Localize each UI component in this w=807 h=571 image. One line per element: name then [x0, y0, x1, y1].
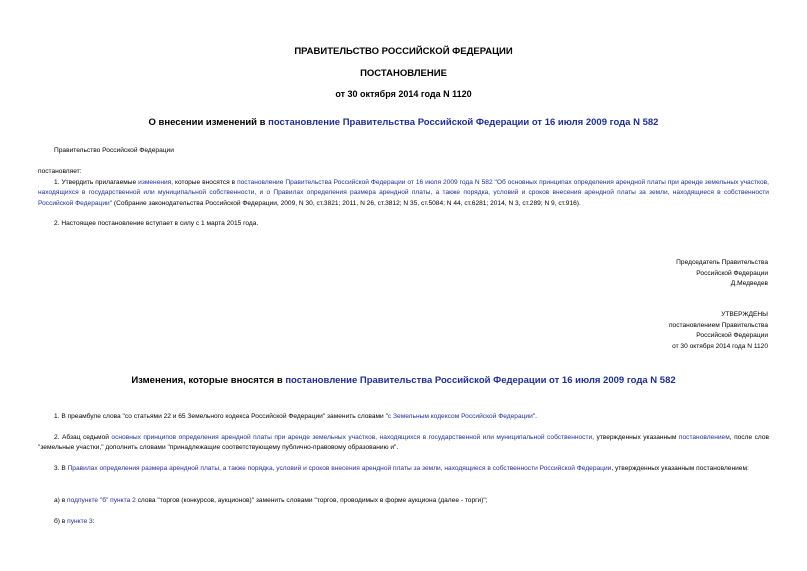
government-heading: ПРАВИТЕЛЬСТВО РОССИЙСКОЙ ФЕДЕРАЦИИ — [294, 46, 513, 57]
p1-link-resolution[interactable]: постановление Правительства Российской Федерации от 16 июля 2009 года N 582 "Об основных принципах определения арендной платы при аренде земельных участков, находящихся в государственной или муниципальной собственности, и о Правилах определения размера арендной платы, а также порядка, условий и сроков внесения арендной платы за земли, находящиеся в собственности Российской Федерации" — [38, 179, 769, 207]
c3a-text-b: слова "торгов (конкурсов, аукционов)" заменить словами "торгов, проводимых в форме аукциона (далее - торги)"; — [135, 497, 488, 504]
signature-line-3: Д.Медведев — [730, 280, 768, 288]
c1-link[interactable]: с Земельным кодексом Российской Федерации — [387, 413, 533, 420]
approved-line-2: постановлением Правительства — [668, 321, 768, 329]
c1-text-a: 1. В преамбуле слова "со статьями 22 и 65 Земельного кодекса Российской Федерации" заменить словами " — [54, 413, 388, 420]
changes-title — [0, 375, 807, 386]
c3b-text-a: б) в — [54, 518, 68, 525]
approved-line-3: Российской Федерации — [696, 332, 768, 340]
resolves-text: постановляет: — [38, 168, 82, 175]
c3a-text-a: а) в — [54, 497, 68, 504]
document-title — [0, 117, 807, 128]
paragraph-1 — [38, 178, 769, 209]
c3b-link[interactable]: пункте 3 — [67, 518, 93, 525]
change-2 — [38, 433, 769, 454]
p1-text-b: , которые вносятся в — [171, 179, 238, 186]
change-1 — [54, 412, 537, 422]
government-name: Правительство Российской Федерации — [54, 147, 174, 154]
document-date: от 30 октября 2014 года N 1120 — [335, 89, 472, 99]
c3-link-rules[interactable]: Правилах определения размера арендной платы, а также порядка, условий и сроков внесения арендной платы за земли, находящиеся в собственности Российской Федерации — [67, 465, 612, 472]
changes-title-prefix: Изменения, которые вносятся в — [131, 375, 286, 386]
c3-text-b: , утвержденных указанным постановлением: — [611, 465, 749, 472]
approved-line-4: от 30 октября 2014 года N 1120 — [672, 342, 768, 350]
signature-line-2: Российской Федерации — [696, 269, 768, 277]
c2-link-principles[interactable]: основных принципов определения арендной платы при аренде земельных участков, находящихся в государственной или муниципальной собственности — [111, 434, 593, 441]
c1-text-b: ". — [532, 413, 537, 420]
c2-link-resolution[interactable]: постановлением — [678, 434, 730, 441]
c3b-text-b: : — [92, 518, 95, 525]
p1-text-c: (Собрание законодательства Российской Федерации, 2009, N 30, ст.3821; 2011, N 26, ст.3812; N 35, ст.5084; N 44, ст.6281; 2014, N 3, ст.289; N 9, ст.916). — [112, 199, 581, 207]
change-3a — [54, 496, 488, 506]
paragraph-2: 2. Настоящее постановление вступает в силу с 1 марта 2015 года. — [54, 220, 259, 227]
p1-link-changes[interactable]: изменения — [138, 179, 172, 186]
signature-line-1: Председатель Правительства — [676, 259, 768, 266]
approved-line-1: УТВЕРЖДЕНЫ — [721, 311, 768, 318]
p1-text-a: 1. Утвердить прилагаемые — [54, 179, 139, 186]
c2-text-a: 2. Абзац седьмой — [54, 434, 112, 441]
document-type: ПОСТАНОВЛЕНИЕ — [360, 68, 447, 79]
changes-title-link[interactable]: постановление Правительства Российской Федерации от 16 июля 2009 года N 582 — [285, 375, 676, 386]
signature-block — [600, 258, 768, 290]
change-3 — [38, 464, 769, 474]
c3a-link[interactable]: подпункте "б" пункта 2 — [67, 497, 136, 504]
change-3b — [54, 517, 95, 527]
c3-text-a: 3. В — [54, 465, 68, 472]
c2-text-c: , после слов "земельные участки," дополнить словами "принадлежащие соответствующему публично-правовому образованию и". — [38, 434, 769, 452]
approved-block — [600, 310, 768, 352]
title-prefix: О внесении изменений в — [148, 117, 269, 128]
title-link[interactable]: постановление Правительства Российской Федерации от 16 июля 2009 года N 582 — [268, 117, 659, 128]
c2-text-b: , утвержденных указанным — [592, 434, 679, 441]
